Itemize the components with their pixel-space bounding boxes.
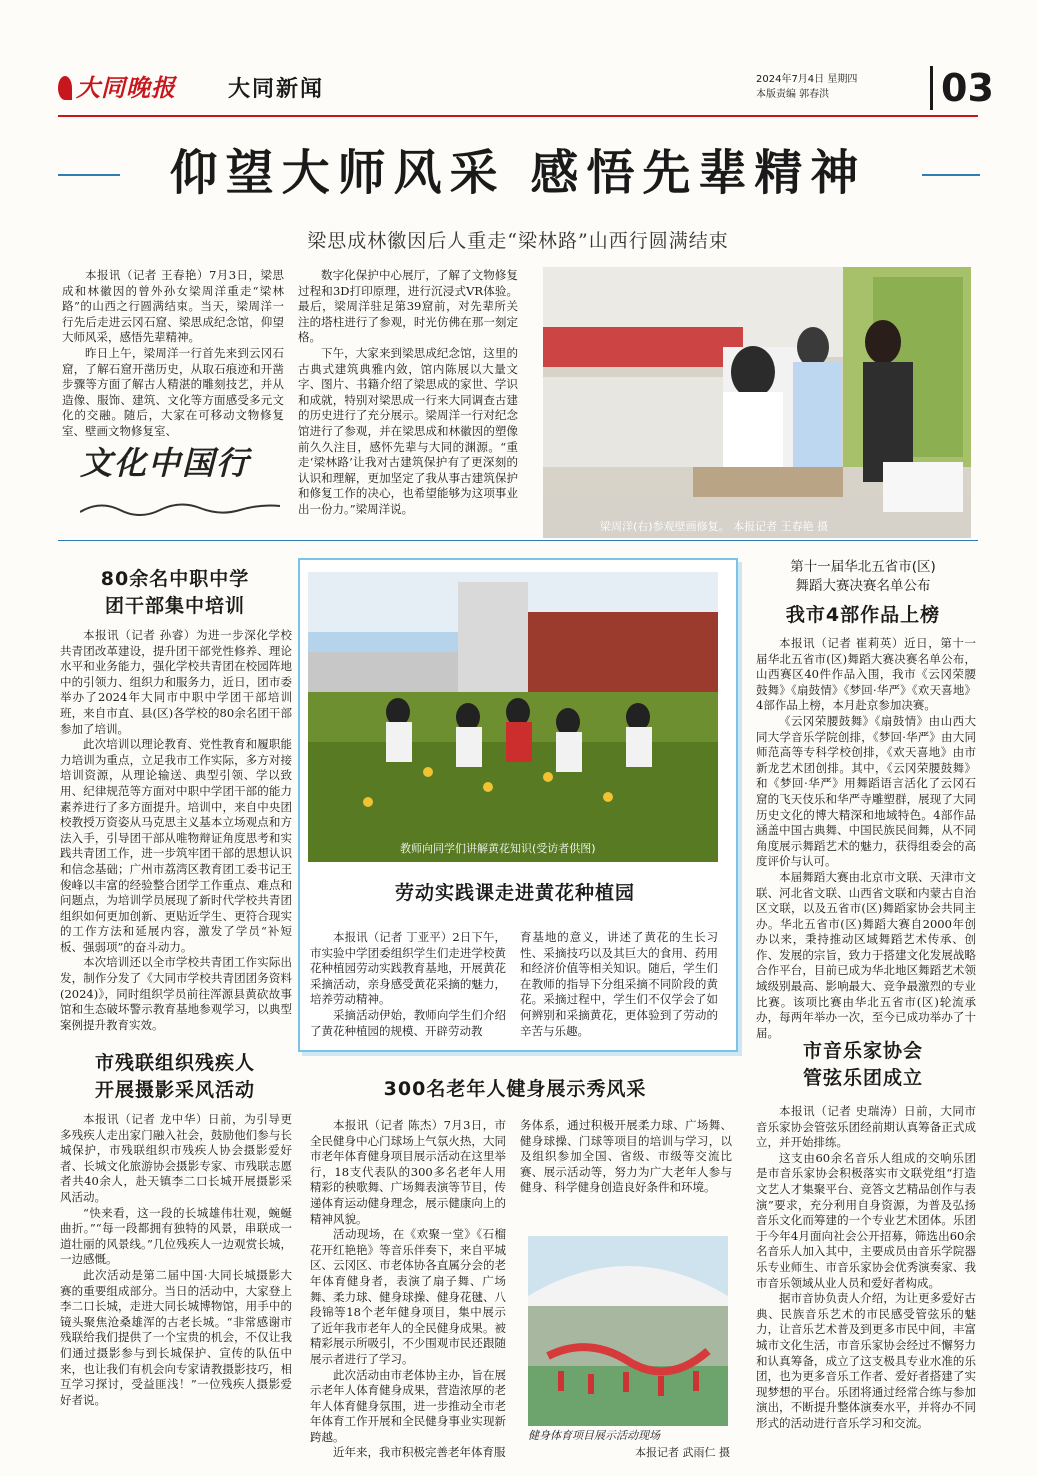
paragraph: 本报讯（记者 龙中华）日前，为引导更多残疾人走出家门融入社会，鼓励他们参与长城保护，市残联组织市残疾人协会摄影爱好者、长城文化旅游协会摄影专家、市残联志愿者共40余人，赴天镇李二口长城开展摄影采风活动。 bbox=[60, 1112, 292, 1204]
dateline bbox=[756, 72, 936, 102]
paragraph: 下午，大家来到梁思成纪念馆，这里的古典式建筑典雅内敛，馆内陈展以大量文字、图片、书籍介绍了梁思成的家世、学识和成就，特别对梁思成一行来大同调查古建的历史进行了充分展示。梁周洋一行对纪念馆进行了参观，并在梁思成和林徽因的塑像前久久注目，感怀先辈与大同的渊源。“重走‘梁林路’让我对古建筑保护有了更深刻的认识和理解，更加坚定了我从事古建筑保护和修复工作的决心，也希望能够为这项事业出一份力。”梁周洋说。 bbox=[298, 345, 518, 516]
paragraph: 本报讯（记者 崔莉英）近日，第十一届华北五省市(区)舞蹈大赛决赛名单公布，山西赛区40件作品入围，我市《云冈荣腰鼓舞》《扇鼓情》《梦回·华严》《欢天喜地》4部作品上榜，本月赴京参加决赛。 bbox=[756, 636, 976, 713]
issue-date: 2024年7月4日 星期四 bbox=[756, 74, 858, 85]
story-column bbox=[310, 930, 506, 1039]
paragraph: 近年来，我市积极完善老年体育服 bbox=[333, 1445, 506, 1460]
kicker-line: 舞蹈大赛决赛名单公布 bbox=[795, 578, 931, 594]
story-column bbox=[310, 1118, 506, 1461]
lead-column-1 bbox=[62, 268, 284, 440]
paragraph: 昨日上午，梁周洋一行首先来到云冈石窟，了解石窟开凿历史，从取石痕迹和开凿步骤等方面了解古人精湛的雕刻技艺，并从造像、服饰、建筑、文化等方面感受多元文化的交融。随后，大家在可移动文物修复室、壁画文物修复室、 bbox=[62, 345, 284, 438]
paragraph: 本次培训还以全市学校共青团工作实际出发，制作分发了《大同市学校共青团团务资料(2024)》，同时组织学员前往浑源县黄砍故事馆和生态破坏警示教育基地参观学习，以典型案例提升教育实效。 bbox=[60, 955, 292, 1032]
paragraph: 这支由60余名音乐人组成的交响乐团是市音乐家协会积极落实市文联党组“打造文艺人才集聚平台、竞答文艺精品创作与表演”要求，充分利用自身资源，为普及弘扬音乐文化而筹建的一个专业艺术团体。乐团于今年4月面向社会公开招募，筛选出60余名音乐人加入其中，主要成员由音乐学院器乐专业师生、市音乐家协会优秀演奏家、我市音乐领域从业人员和爱好者构成。 bbox=[756, 1150, 976, 1290]
story-headline: 我市4部作品上榜 bbox=[785, 604, 941, 626]
page-number: 03 bbox=[930, 66, 994, 110]
paragraph: 育基地的意义，讲述了黄花的生长习性、采摘技巧以及其巨大的食用、药用和经济价值等相关知识。随后，学生们在教师的指导下分组采摘不同阶段的黄花。采摘过程中，学生们不仅学会了如何辨别和采摘黄花，更体验到了劳动的辛苦与乐趣。 bbox=[520, 930, 718, 1038]
paragraph: 数字化保护中心展厅，了解了文物修复过程和3D打印原理，进行沉浸式VR体验。最后，梁周洋驻足第39窟前，对先辈所关注的塔柱进行了参观，时光仿佛在那一刻定格。 bbox=[298, 268, 518, 345]
lead-photo bbox=[543, 267, 971, 538]
story-headline bbox=[752, 1038, 974, 1092]
header-rule bbox=[58, 115, 978, 117]
logo-text: 大同晚报 bbox=[76, 74, 176, 102]
wave-ornament-icon bbox=[80, 498, 300, 518]
kicker-line: 第十一届华北五省市(区) bbox=[790, 559, 936, 575]
paragraph: 本报讯（记者 史瑞涛）日前，大同市音乐家协会管弦乐团经前期认真筹备正式成立，并开始排练。 bbox=[756, 1104, 976, 1150]
paragraph: 本届舞蹈大赛由北京市文联、天津市文联、河北省文联、山西省文联和内蒙古自治区文联，以及五省市(区)舞蹈家协会共同主办。华北五省市(区)舞蹈大赛自2000年创办以来，秉持推动区域舞蹈艺术传承、创作、发展的宗旨，致力于搭建文化发展战略合作平台，目前已成为华北地区舞蹈艺术领域级别最高、影响最大、竞争最激烈的专业比赛。该项比赛由华北五省市(区)轮流承办，每两年举办一次，至今已成功举办了十届。 bbox=[756, 869, 976, 1040]
headline-line: 开展摄影采风活动 bbox=[94, 1079, 255, 1101]
paragraph: 本报讯（记者 王春艳）7月3日，梁思成和林徽因的曾外孙女梁周洋重走“梁林路”的山西之行圆满结束。当天，梁周洋一行先后走进云冈石窟、梁思成纪念馆，仰望大师风采，感悟先辈精神。 bbox=[62, 268, 284, 345]
lead-subhead: 梁思成林徽因后人重走“梁林路”山西行圆满结束 bbox=[307, 230, 729, 252]
story-headline bbox=[60, 566, 290, 620]
page-editor: 本版责编 郭春洪 bbox=[756, 89, 830, 100]
lead-headline: 仰望大师风采 感悟先辈精神 bbox=[169, 145, 867, 201]
story-body bbox=[60, 628, 292, 1033]
lead-column-2 bbox=[298, 268, 518, 518]
fitness-show-photo bbox=[528, 1236, 728, 1426]
story-headline: 300名老年人健身展示秀风采 bbox=[383, 1078, 647, 1100]
paragraph: 本报讯（记者 丁亚平）2日下午，市实验中学团委组织学生们走进学校黄花种植园劳动实践教育基地，开展黄花采摘活动，亲身感受黄花采摘的魅力，培养劳动精神。 bbox=[310, 930, 506, 1007]
sunflower-field-photo bbox=[308, 572, 718, 862]
center-photo-caption: 教师向同学们讲解黄花知识(受访者供图) bbox=[400, 842, 596, 855]
story-column bbox=[520, 930, 718, 1039]
story-body bbox=[756, 1104, 976, 1431]
newspaper-logo bbox=[58, 70, 186, 106]
story-headline: 劳动实践课走进黄花种植园 bbox=[394, 882, 635, 904]
calligraphy-logo: 文化中国行 bbox=[80, 444, 251, 482]
bottom-photo-caption: 健身体育项目展示活动现场 bbox=[528, 1429, 660, 1442]
masthead bbox=[58, 62, 994, 112]
logo-flame-icon bbox=[58, 76, 72, 100]
paragraph: 此次活动由市老体协主办，旨在展示老年人体育健身成果，营造浓厚的老年人体育健身氛围，进一步推动全市老年体育工作开展和全民健身事业实现新跨越。 bbox=[310, 1367, 506, 1444]
headline-line: 80余名中职中学 bbox=[100, 568, 250, 590]
paragraph: 活动现场，在《欢聚一堂》《石榴花开红艳艳》等音乐伴奏下，来自平城区、云冈区、市老体协各直属分会的老年体育健身者，表演了扇子舞、广场舞、柔力球、健身球操、健身花毽、八段锦等18个老年健身项目，集中展示了近年我市老年人的全民健身成果。被精彩展示所吸引，不少围观市民还跟随展示者进行了学习。 bbox=[310, 1227, 506, 1366]
paragraph: 采摘活动伊始，教师向学生们介绍了黄花种植园的规模、开辟劳动教 bbox=[310, 1007, 506, 1038]
paragraph: 据市音协负责人介绍，为让更多爱好古典、民族音乐艺术的市民感受管弦乐的魅力，让音乐艺术普及到更多市民中间，丰富城市文化生活，市音乐家协会经过不懈努力和认真筹备，成立了这支极具专业水准的乐团，也为更多音乐工作者、爱好者搭建了实现梦想的平台。乐团将通过经常合练与参加演出，不断提升整体演奏水平，并将办不同形式的活动进行音乐学习和交流。 bbox=[756, 1291, 976, 1430]
paragraph: 此次活动是第二届中国·大同长城摄影大赛的重要组成部分。当日的活动中，大家登上李二口长城，走进大同长城博物馆，用手中的镜头聚焦沧桑雄浑的古老长城。“非常感谢市残联给我们提供了一个宝贵的机会，不仅让我们通过摄影参与到长城保护、宣传的队伍中来，也让我们有机会向专家请教摄影技巧，相互学习探讨，受益匪浅！”一位残疾人摄影爱好者说。 bbox=[60, 1267, 292, 1407]
story-column bbox=[520, 1118, 732, 1196]
headline-line: 管弦乐团成立 bbox=[802, 1067, 923, 1089]
paragraph: 《云冈荣腰鼓舞》《扇鼓情》由山西大同大学音乐学院创排，《梦回·华严》由大同师范高等专科学校创排，《欢天喜地》由市新龙艺术团创排。其中，《云冈荣腰鼓舞》和《梦回·华严》用舞蹈语言活化了云冈石窟的飞天伎乐和华严寺雕塑群，展现了大同历史文化的博大精深和地域特色。4部作品涵盖中国古典舞、中国民族民间舞，从不同角度展示舞蹈艺术的魅力，获得组委会的高度评价与认可。 bbox=[756, 713, 976, 869]
story-body bbox=[60, 1112, 292, 1408]
lead-section-rule bbox=[58, 540, 978, 541]
story-body bbox=[756, 636, 976, 1041]
paragraph: 本报讯（记者 孙睿）为进一步深化学校共青团改革建设，提升团干部党性修养、理论水平和业务能力，强化学校共青团在校园阵地中的引领力、组织力和服务力，近日，团市委举办了2024年大同市中职中学团干部培训班，来自市直、县(区)各学校的80余名团干部参加了培训。 bbox=[60, 628, 292, 736]
story-kicker bbox=[752, 558, 974, 596]
paragraph: “快来看，这一段的长城雄伟壮观，蜿蜒曲折。”“每一段都拥有独特的风景，串联成一道壮丽的风景线。”几位残疾人一边观赏长城，一边感慨。 bbox=[60, 1205, 292, 1267]
headline-line: 市残联组织残疾人 bbox=[94, 1052, 255, 1074]
paragraph: 此次培训以理论教育、党性教育和履职能力培训为重点，立足我市工作实际，多方对接培训资源，从理论输送、典型引领、学以致用、纪律规范等方面对中职中学团干部的能力素养进行了多方面提升。培训中，来自中央团校教授万资姿从马克思主义基本立场观点和方法入手，引导团干部从唯物辩证角度思考和实践共青团工作，进一步筑牢团干部的思想认识和信念基础；广州市荔湾区教育团工委书记王俊峰以丰富的经验整合团学工作重点、难点和问题点，为培训学员展现了新时代学校共青团组织如何更加创新、更贴近学生、更符合现实的工作方法和延展内容，激发了学员“补短板、强弱项”的奋斗动力。 bbox=[60, 737, 292, 954]
bottom-photo-credit: 本报记者 武雨仁 摄 bbox=[635, 1446, 730, 1459]
section-name: 大同新闻 bbox=[228, 76, 325, 102]
lead-photo-caption: 梁周洋(右)参观壁画修复。 本报记者 王春艳 摄 bbox=[600, 520, 829, 533]
story-headline bbox=[60, 1050, 290, 1104]
headline-line: 市音乐家协会 bbox=[802, 1040, 923, 1062]
headline-line: 团干部集中培训 bbox=[104, 595, 245, 617]
paragraph: 务体系，通过积极开展柔力球、广场舞、健身球操、门球等项目的培训与学习，以及组织参加全国、省级、市级等交流比赛、展示活动等，努力为广大老年人参与健身、科学健身创造良好条件和环境。 bbox=[520, 1118, 732, 1195]
paragraph: 本报讯（记者 陈杰）7月3日，市全民健身中心门球场上气氛火热，大同市老年体育健身项目展示活动在这里举行，18支代表队的300多名老年人用精彩的秧歌舞、广场舞表演等节目，传递体育运动健身理念，展示健康向上的精神风貌。 bbox=[310, 1118, 506, 1226]
